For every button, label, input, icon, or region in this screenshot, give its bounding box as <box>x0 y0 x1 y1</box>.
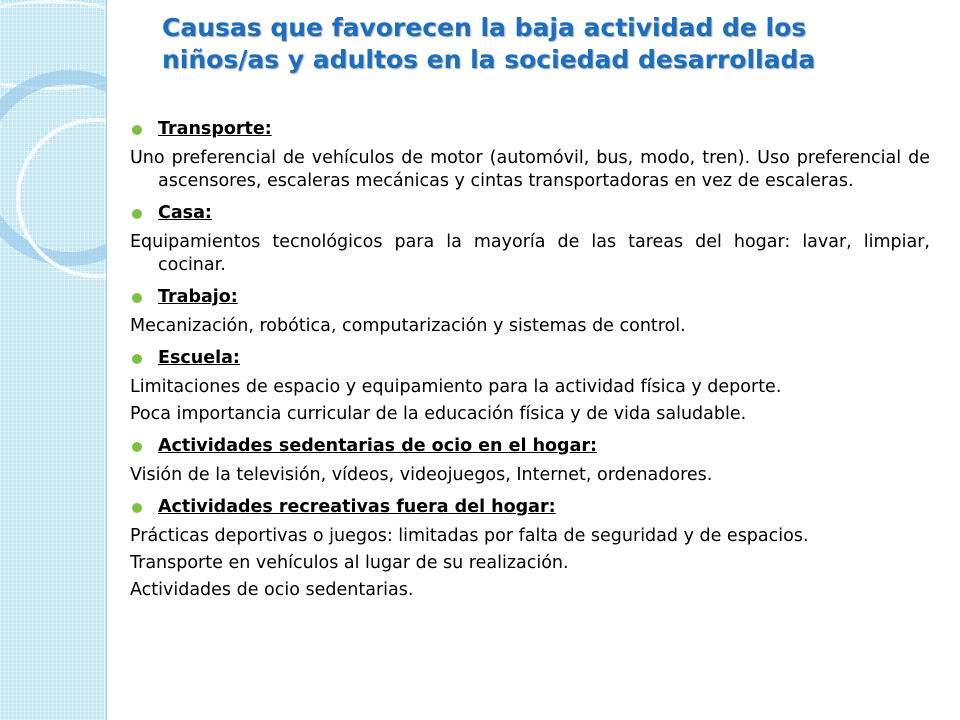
bullet-icon <box>132 354 142 364</box>
bullet-icon <box>132 293 142 303</box>
section-heading: Actividades sedentarias de ocio en el hogar: <box>130 435 930 458</box>
section-heading: Escuela: <box>130 347 930 370</box>
section-paragraph: Poca importancia curricular de la educación física y de vida saludable. <box>130 404 747 424</box>
section-paragraph: Limitaciones de espacio y equipamiento para la actividad física y deporte. <box>130 377 782 397</box>
section-heading: Actividades recreativas fuera del hogar: <box>130 496 930 519</box>
section-paragraph: Uno preferencial de vehículos de motor (automóvil, bus, modo, tren). Uso preferencial de ascensores, escaleras mecánicas y cintas transportadoras en vez de escaleras. <box>130 148 930 191</box>
section-paragraph: Visión de la televisión, vídeos, videojuegos, Internet, ordenadores. <box>130 465 713 485</box>
section-paragraph: Mecanización, robótica, computarización y sistemas de control. <box>130 316 686 336</box>
bullet-icon <box>132 442 142 452</box>
section-escuela <box>130 347 930 426</box>
section-paragraph: Prácticas deportivas o juegos: limitadas por falta de seguridad y de espacios. <box>130 526 809 546</box>
section-paragraph: Equipamientos tecnológicos para la mayoría de las tareas del hogar: lavar, limpiar, cocinar. <box>130 232 930 275</box>
bullet-icon <box>132 209 142 219</box>
section-ocio-hogar <box>130 435 930 487</box>
section-heading: Trabajo: <box>130 286 930 309</box>
bullet-icon <box>132 125 142 135</box>
section-ocio-fuera <box>130 496 930 602</box>
section-transporte <box>130 118 930 193</box>
bullet-icon <box>132 503 142 513</box>
section-heading: Transporte: <box>130 118 930 141</box>
section-heading: Casa: <box>130 202 930 225</box>
section-paragraph: Transporte en vehículos al lugar de su realización. <box>130 553 569 573</box>
section-casa <box>130 202 930 277</box>
slide-content <box>130 118 930 611</box>
slide-title: Causas que favorecen la baja actividad de los niños/as y adultos en la sociedad desarrollada <box>162 13 816 74</box>
section-paragraph: Actividades de ocio sedentarias. <box>130 580 414 600</box>
section-trabajo <box>130 286 930 338</box>
decorative-side-band <box>0 0 107 720</box>
